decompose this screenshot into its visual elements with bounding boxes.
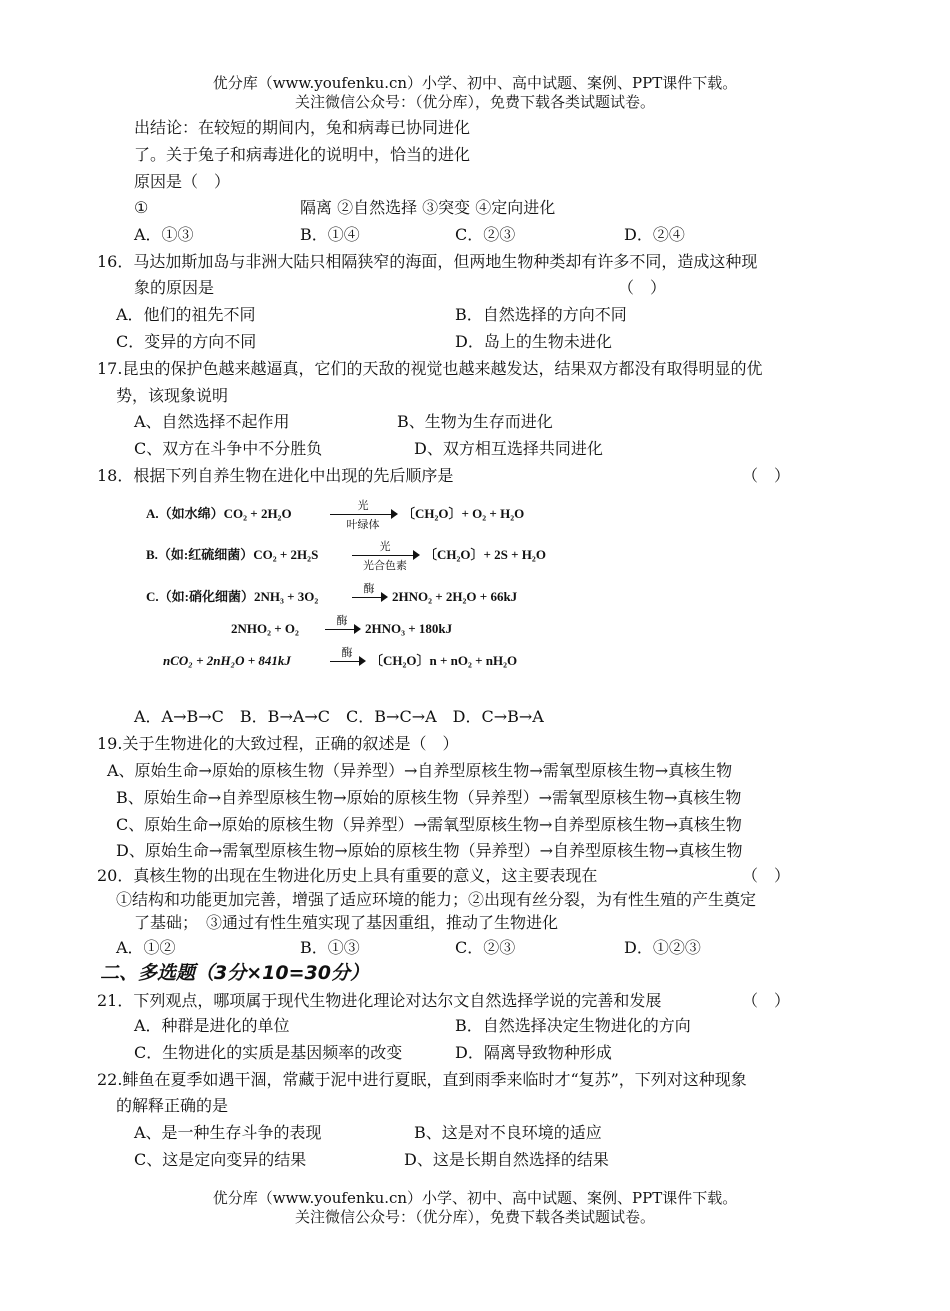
eq-c1-arrow [352, 582, 386, 603]
q16-paren: （ ） [618, 278, 667, 297]
q22-answer-d: D、这是长期自然选择的结果 [404, 1150, 609, 1169]
q21-answer-c: C．生物进化的实质是基因频率的改变 [134, 1043, 403, 1062]
q21-answer-b: B．自然选择决定生物进化的方向 [455, 1016, 691, 1035]
section-2-title: 二、多选题（3分×10=30分） [100, 962, 369, 984]
q17-answer-c: C、双方在斗争中不分胜负 [134, 439, 323, 458]
eq-c2-arrow [325, 614, 359, 635]
q21-answer-d: D．隔离导致物种形成 [455, 1043, 612, 1062]
eq-c1-right: 2HNO₂ + 2H₂O + 66kJ [392, 589, 518, 604]
q21-answer-a: A．种群是进化的单位 [134, 1016, 290, 1035]
eq-c3-condition-top: 酶 [341, 646, 353, 659]
q20-answer-c: C．②③ [455, 938, 516, 957]
q19-line-1: 19.关于生物进化的大致过程，正确的叙述是（ ） [97, 734, 459, 753]
eq-c3-arrow [330, 646, 364, 667]
q20-line-1: 20．真核生物的出现在生物进化历史上具有重要的意义，这主要表现在 [97, 866, 598, 885]
eq-a-right: 〔CH₂O〕+ O₂ + H₂O [402, 506, 525, 521]
eq-c1-condition-top: 酶 [363, 582, 375, 595]
q15-answer-a: A．①③ [134, 225, 194, 244]
q21-line-1: 21．下列观点，哪项属于现代生物进化理论对达尔文自然选择学说的完善和发展 [97, 991, 662, 1010]
eq-a-condition-bottom: 叶绿体 [346, 518, 380, 531]
q22-answer-b: B、这是对不良环境的适应 [414, 1123, 602, 1142]
footer-line-1: 优分库（www.youfenku.cn）小学、初中、高中试题、案例、PPT课件下载。 [212, 1189, 738, 1207]
q16-answer-a: A．他们的祖先不同 [116, 305, 256, 324]
eq-c2-condition-top: 酶 [336, 614, 348, 627]
q17-line-2: 势，该现象说明 [116, 386, 229, 405]
q15-answer-b: B．①④ [300, 225, 360, 244]
q22-line-2: 的解释正确的是 [116, 1096, 229, 1115]
header-line-1: 优分库（www.youfenku.cn）小学、初中、高中试题、案例、PPT课件下载。 [212, 74, 738, 92]
q16-line-1: 16．马达加斯加岛与非洲大陆只相隔狭窄的海面，但两地生物种类却有许多不同，造成这种现 [97, 252, 758, 271]
eq-b-left: B.（如:红硫细菌）CO₂ + 2H₂S [146, 547, 319, 562]
q19-answer-b: B、原始生命→自养型原核生物→原始的原核生物（异养型）→需氧型原核生物→真核生物 [116, 788, 742, 807]
q16-line-2: 象的原因是 [134, 278, 215, 297]
q20-answer-b: B．①③ [300, 938, 360, 957]
q15-line-3: 原因是（ ） [134, 172, 231, 191]
q20-line-3: 了基础； ③通过有性生殖实现了基因重组，推动了生物进化 [134, 913, 559, 932]
footer-line-2: 关注微信公众号：（优分库），免费下载各类试题试卷。 [294, 1208, 655, 1226]
q15-line-1: 出结论：在较短的期间内，兔和病毒已协同进化 [134, 118, 471, 137]
q17-answer-a: A、自然选择不起作用 [134, 412, 290, 431]
eq-b-right: 〔CH₂O〕+ 2S + H₂O [424, 547, 546, 562]
q18-line-1: 18．根据下列自养生物在进化中出现的先后顺序是 [97, 466, 454, 485]
q21-paren: （ ） [742, 991, 791, 1010]
q15-answer-c: C．②③ [455, 225, 516, 244]
q22-line-1: 22.鲱鱼在夏季如遇干涸，常藏于泥中进行夏眠，直到雨季来临时才“复苏”，下列对这种现象 [97, 1070, 747, 1089]
eq-c3-left: nCO₂ + 2nH₂O + 841kJ [163, 653, 291, 668]
q17-answer-b: B、生物为生存而进化 [397, 412, 553, 431]
eq-b-condition-bottom: 光合色素 [363, 559, 407, 572]
q15-options-text: 隔离 ②自然选择 ③突变 ④定向进化 [300, 198, 556, 217]
q22-answer-a: A、是一种生存斗争的表现 [134, 1123, 322, 1142]
header-line-2: 关注微信公众号：（优分库），免费下载各类试题试卷。 [294, 93, 655, 111]
q18-answers: A．A→B→C B．B→A→C C．B→C→A D．C→B→A [134, 707, 544, 726]
eq-a-condition-top: 光 [357, 499, 369, 512]
q20-answer-d: D．①②③ [624, 938, 701, 957]
q16-answer-d: D．岛上的生物未进化 [455, 332, 612, 351]
eq-c2-left: 2NHO₂ + O₂ [231, 621, 299, 636]
q16-answer-b: B．自然选择的方向不同 [455, 305, 627, 324]
q20-paren: （ ） [742, 866, 791, 885]
q19-answer-d: D、原始生命→需氧型原核生物→原始的原核生物（异养型）→自养型原核生物→真核生物 [116, 841, 743, 860]
q15-line-2: 了。关于兔子和病毒进化的说明中，恰当的进化 [134, 145, 471, 164]
q15-answer-d: D．②④ [624, 225, 685, 244]
q17-answer-d: D、双方相互选择共同进化 [414, 439, 603, 458]
eq-c1-left: C.（如:硝化细菌）2NH₃ + 3O₂ [146, 589, 319, 604]
q18-paren: （ ） [742, 466, 791, 485]
q17-line-1: 17.昆虫的保护色越来越逼真，它们的天敌的视觉也越来越发达，结果双方都没有取得明显的优 [97, 359, 763, 378]
q20-answer-a: A．①② [116, 938, 176, 957]
eq-c3-right: 〔CH₂O〕n + nO₂ + nH₂O [370, 653, 518, 668]
eq-a-left: A.（如水绵）CO₂ + 2H₂O [146, 506, 292, 521]
q20-line-2: ①结构和功能更加完善，增强了适应环境的能力；②出现有丝分裂，为有性生殖的产生奠定 [116, 890, 757, 909]
q19-answer-c: C、原始生命→原始的原核生物（异养型）→需氧型原核生物→自养型原核生物→真核生物 [116, 815, 742, 834]
q22-answer-c: C、这是定向变异的结果 [134, 1150, 307, 1169]
eq-b-condition-top: 光 [379, 540, 391, 553]
q15-option-num: ① [134, 198, 149, 217]
q16-answer-c: C．变异的方向不同 [116, 332, 257, 351]
eq-b-arrow [352, 540, 418, 572]
eq-c2-right: 2HNO₃ + 180kJ [365, 621, 453, 636]
eq-a-arrow [330, 499, 396, 531]
q19-answer-a: A、原始生命→原始的原核生物（异养型）→自养型原核生物→需氧型原核生物→真核生物 [107, 761, 733, 780]
